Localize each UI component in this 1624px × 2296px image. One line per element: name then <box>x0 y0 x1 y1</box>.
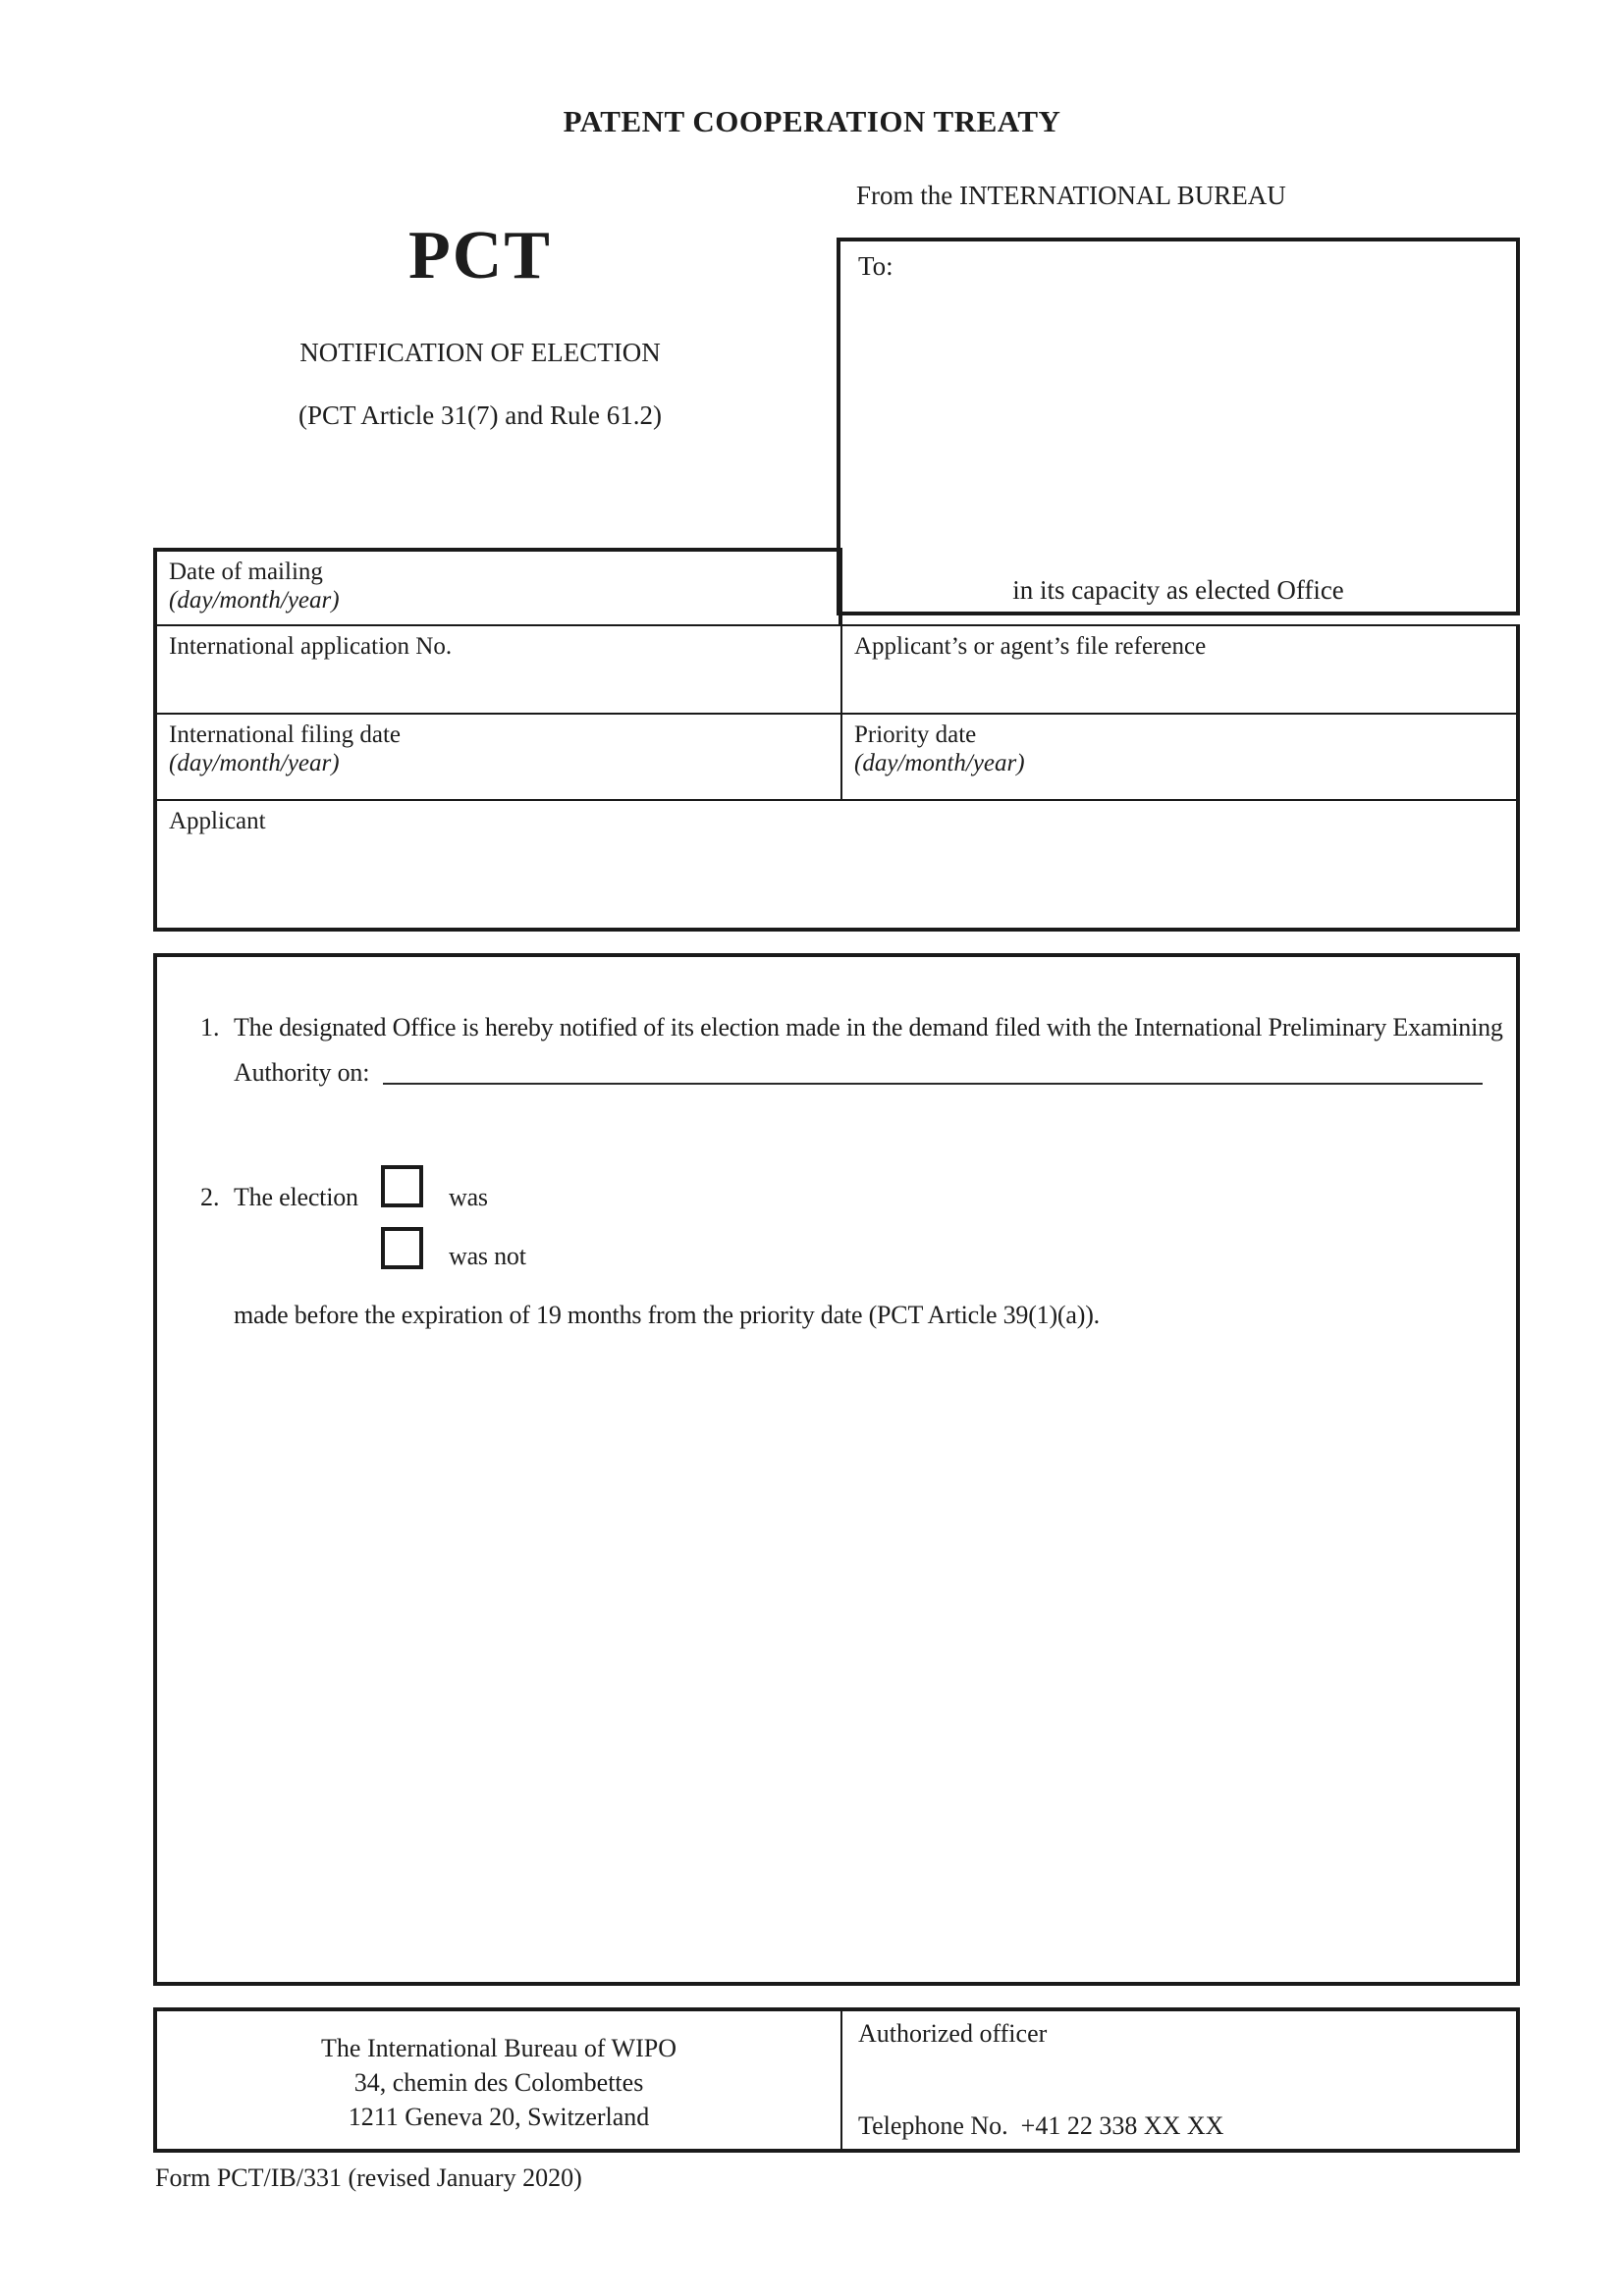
date-of-mailing-label: Date of mailing <box>169 559 323 585</box>
priority-date-label: Priority date <box>854 721 977 748</box>
international-filing-date-label: International filing date <box>169 721 402 748</box>
table-row <box>157 801 1516 928</box>
form-name: NOTIFICATION OF ELECTION <box>299 338 661 367</box>
footer-box <box>153 2007 1520 2153</box>
priority-date-format-hint: (day/month/year) <box>854 750 1025 776</box>
notification-body-box <box>153 953 1520 1986</box>
date-of-mailing-format-hint: (day/month/year) <box>169 587 340 614</box>
applicant-cell[interactable] <box>157 801 1516 928</box>
was-not-checkbox[interactable] <box>381 1227 423 1269</box>
authorized-officer-cell[interactable] <box>842 2011 1516 2149</box>
was-option-label: was <box>449 1183 488 1211</box>
bibliographic-table <box>153 624 1520 932</box>
was-not-option-label: was not <box>449 1242 526 1270</box>
bureau-address-line: 34, chemin des Colombettes <box>353 2068 644 2097</box>
applicant-label: Applicant <box>169 808 266 834</box>
from-international-bureau-line: From the INTERNATIONAL BUREAU <box>856 181 1286 210</box>
authority-on-label: Authority on: <box>234 1058 370 1087</box>
table-row <box>157 626 1516 715</box>
international-application-no-label: International application No. <box>169 633 453 660</box>
telephone-line: Telephone No. +41 22 338 XX XX <box>858 2111 1224 2140</box>
form-rule-reference: (PCT Article 31(7) and Rule 61.2) <box>298 400 662 430</box>
pct-logo: PCT <box>408 218 552 294</box>
international-filing-date-cell[interactable] <box>157 715 842 799</box>
form-identifier-line: Form PCT/IB/331 (revised January 2020) <box>155 2163 582 2192</box>
bureau-address-line: The International Bureau of WIPO <box>321 2034 677 2062</box>
item-2-number: 2. <box>200 1183 220 1211</box>
to-address-box[interactable] <box>837 238 1520 615</box>
authorized-officer-label: Authorized officer <box>858 2019 1048 2048</box>
file-reference-cell[interactable] <box>842 626 1516 713</box>
table-row <box>157 715 1516 801</box>
bureau-address-block <box>157 2011 842 2149</box>
capacity-elected-office-line: in its capacity as elected Office <box>1012 575 1344 605</box>
authority-on-blank-field[interactable] <box>383 1059 1483 1085</box>
item-2-tail: made before the expiration of 19 months from the priority date (PCT Article 39(1)(a)). <box>234 1301 1100 1329</box>
to-label: To: <box>858 251 893 281</box>
item-1-text: The designated Office is hereby notified of its election made in the demand filed with the International Preliminary Examining <box>234 1013 1503 1041</box>
item-2-lead: The election <box>234 1183 358 1211</box>
international-filing-date-format-hint: (day/month/year) <box>169 750 340 776</box>
file-reference-label: Applicant’s or agent’s file reference <box>854 633 1207 660</box>
was-checkbox[interactable] <box>381 1165 423 1207</box>
priority-date-cell[interactable] <box>842 715 1516 799</box>
document-title: PATENT COOPERATION TREATY <box>563 104 1061 138</box>
international-application-no-cell[interactable] <box>157 626 842 713</box>
item-1-number: 1. <box>200 1013 220 1041</box>
authority-on-row <box>234 1058 1483 1088</box>
bureau-address-line: 1211 Geneva 20, Switzerland <box>348 2103 650 2131</box>
date-of-mailing-cell[interactable] <box>153 548 842 626</box>
